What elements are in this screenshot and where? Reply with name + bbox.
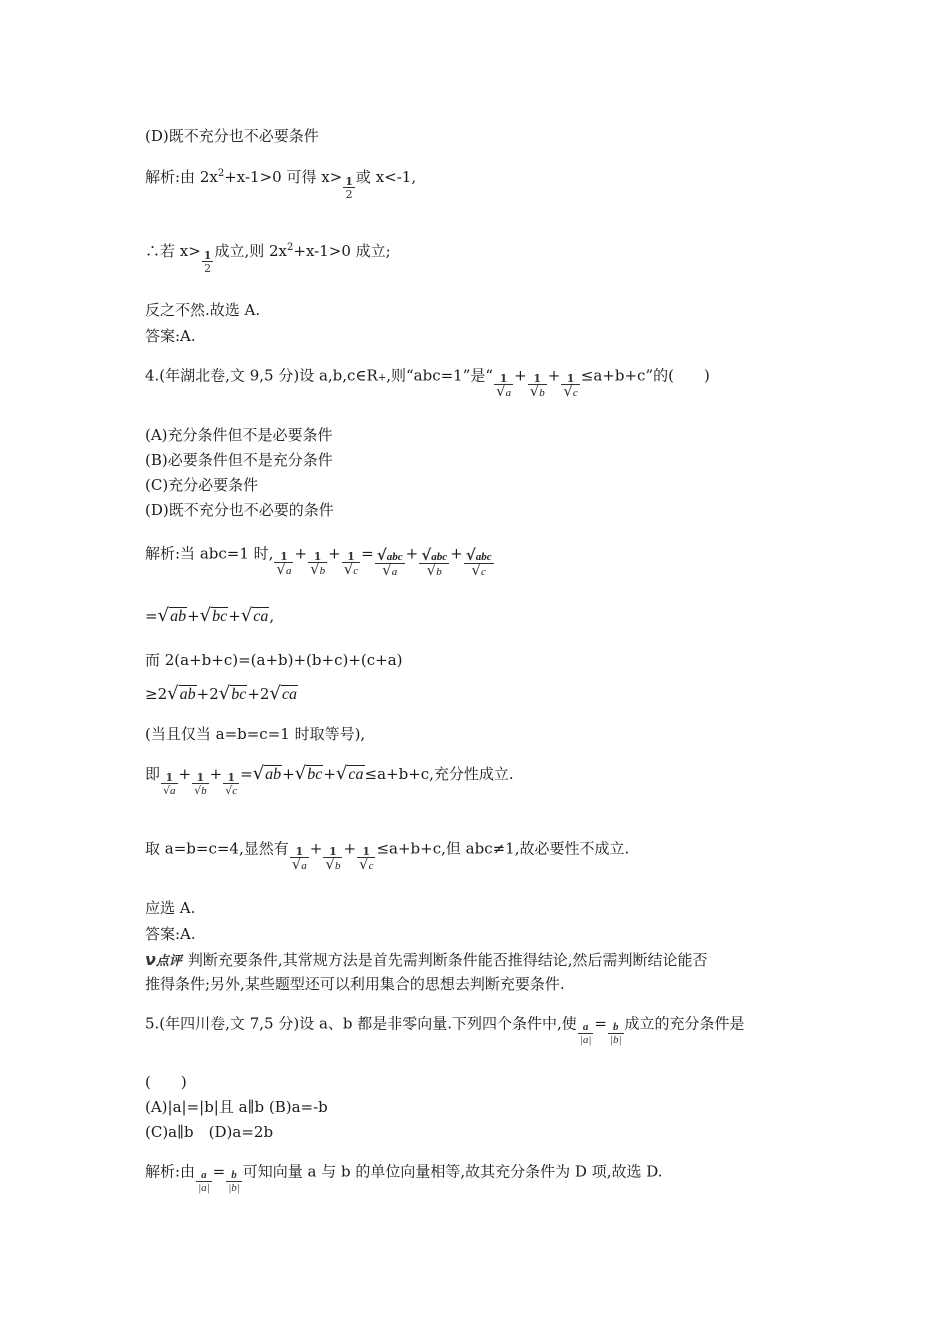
solution-line-8: 应选 A. bbox=[145, 899, 196, 917]
fraction-inv-sqrt-a: $\frac{1}{√a}$ bbox=[276, 550, 292, 578]
option-b: (B)必要条件但不是充分条件 bbox=[145, 451, 333, 469]
solution-line-4: ≥2√ab+2√bc+2√ca bbox=[145, 683, 298, 704]
answer-line: 答案:A. bbox=[145, 327, 196, 345]
solution-line-1: 解析:当 abc=1 时, $\frac{1}{√a}$ + $\frac{1}{√b}$ + $\frac{1}{√c}$ = $\frac{\text{√abc}}{√a}$ + $\frac{\text{√abc}}{√b}$ + $\frac{\text{√abc}}{√c}$ bbox=[145, 544, 492, 579]
fraction-inv-sqrt-c: $\frac{1}{√c}$ bbox=[563, 372, 578, 400]
question-5-options-cd: (C)a∥b (D)a=2b bbox=[145, 1123, 274, 1141]
analysis-line-2: ∴若 x> $\frac{1}{2}$ 成立,则 $2x^2+x-1>0$ 成立; bbox=[145, 242, 391, 275]
question-5-stem: 5.(年四川卷,文 7,5 分)设 a、b 都是非零向量.下列四个条件中,使 $\frac{a}{|a|}$ = $\frac{b}{|b|}$ 成立的充分条件是 bbox=[145, 1014, 745, 1046]
option-a: (A)充分条件但不是必要条件 bbox=[145, 426, 333, 444]
fraction-unit-a: $\frac{a}{|a|}$ bbox=[198, 1169, 210, 1194]
fraction-inv-sqrt-c: $\frac{1}{√c}$ bbox=[225, 771, 238, 797]
fraction-unit-b: $\frac{b}{|b|}$ bbox=[609, 1021, 622, 1046]
conclusion-line: 反之不然.故选 A. bbox=[145, 301, 261, 319]
fraction-sqrt-abc-over-sqrt-b: $\frac{\text{√abc}}{√b}$ bbox=[421, 546, 448, 579]
option-d-line: (D)既不充分也不必要条件 bbox=[145, 127, 319, 145]
solution-line-7: 取 a=b=c=4,显然有 $\frac{1}{√a}$ + $\frac{1}{√b}$ + $\frac{1}{√c}$ ≤a+b+c,但 abc≠1,故必要性不成立. bbox=[145, 839, 630, 873]
question-4-stem: 4.(年湖北卷,文 9,5 分)设 a,b,c∈R+,则“abc=1”是“ $\frac{1}{√a}$ + $\frac{1}{√b}$ + $\frac{1}{√c}$ ≤a+b+c”的( ) bbox=[145, 366, 710, 400]
fraction-inv-sqrt-b: $\frac{1}{√b}$ bbox=[529, 372, 545, 400]
fraction-unit-a: $\frac{a}{|a|}$ bbox=[579, 1021, 592, 1046]
solution-line-2: =√ab+√bc+√ca, bbox=[145, 605, 275, 626]
comment-badge-icon: ν点评 bbox=[145, 950, 182, 969]
fraction-one-half: $\frac{1}{2}$ bbox=[203, 248, 212, 275]
analysis-line-1: 解析:由 $2x^2+x-1>0$ 可得 x> $\frac{1}{2}$ 或 x<-1, bbox=[145, 168, 417, 201]
fraction-inv-sqrt-b: $\frac{1}{√b}$ bbox=[310, 550, 326, 578]
fraction-one-half: $\frac{1}{2}$ bbox=[345, 174, 353, 201]
fraction-sqrt-abc-over-sqrt-c: $\frac{\text{√abc}}{√c}$ bbox=[465, 546, 492, 579]
question-5-paren: ( ) bbox=[145, 1073, 187, 1091]
comment-line-1: ν点评 判断充要条件,其常规方法是首先需判断条件能否推得结论,然后需判断结论能否 bbox=[145, 950, 707, 972]
question-5-solution: 解析:由 $\frac{a}{|a|}$ = $\frac{b}{|b|}$ 可知向量 a 与 b 的单位向量相等,故其充分条件为 D 项,故选 D. bbox=[145, 1162, 663, 1194]
fraction-inv-sqrt-b: $\frac{1}{√b}$ bbox=[325, 845, 341, 873]
answer-line-4: 答案:A. bbox=[145, 925, 196, 943]
solution-line-6: 即 $\frac{1}{√a}$ + $\frac{1}{√b}$ + $\frac{1}{√c}$ =√ab+√bc+√ca≤a+b+c,充分性成立. bbox=[145, 763, 514, 797]
fraction-inv-sqrt-c: $\frac{1}{√c}$ bbox=[359, 845, 374, 873]
fraction-inv-sqrt-a: $\frac{1}{√a}$ bbox=[496, 372, 512, 400]
question-5-options-ab: (A)|a|=|b|且 a∥b (B)a=-b bbox=[145, 1098, 328, 1116]
option-c: (C)充分必要条件 bbox=[145, 476, 259, 494]
fraction-inv-sqrt-b: $\frac{1}{√b}$ bbox=[194, 771, 207, 797]
option-d: (D)既不充分也不必要的条件 bbox=[145, 501, 334, 519]
solution-line-5: (当且仅当 a=b=c=1 时取等号), bbox=[145, 725, 366, 743]
fraction-inv-sqrt-a: $\frac{1}{√a}$ bbox=[163, 771, 176, 797]
fraction-inv-sqrt-c: $\frac{1}{√c}$ bbox=[343, 550, 359, 578]
solution-line-3: 而 2(a+b+c)=(a+b)+(b+c)+(c+a) bbox=[145, 651, 403, 669]
fraction-sqrt-abc-over-sqrt-a: $\frac{\text{√abc}}{√a}$ bbox=[376, 546, 403, 579]
comment-line-2: 推得条件;另外,某些题型还可以利用集合的思想去判断充要条件. bbox=[145, 975, 565, 993]
fraction-inv-sqrt-a: $\frac{1}{√a}$ bbox=[291, 845, 307, 873]
fraction-unit-b: $\frac{b}{|b|}$ bbox=[228, 1169, 240, 1194]
